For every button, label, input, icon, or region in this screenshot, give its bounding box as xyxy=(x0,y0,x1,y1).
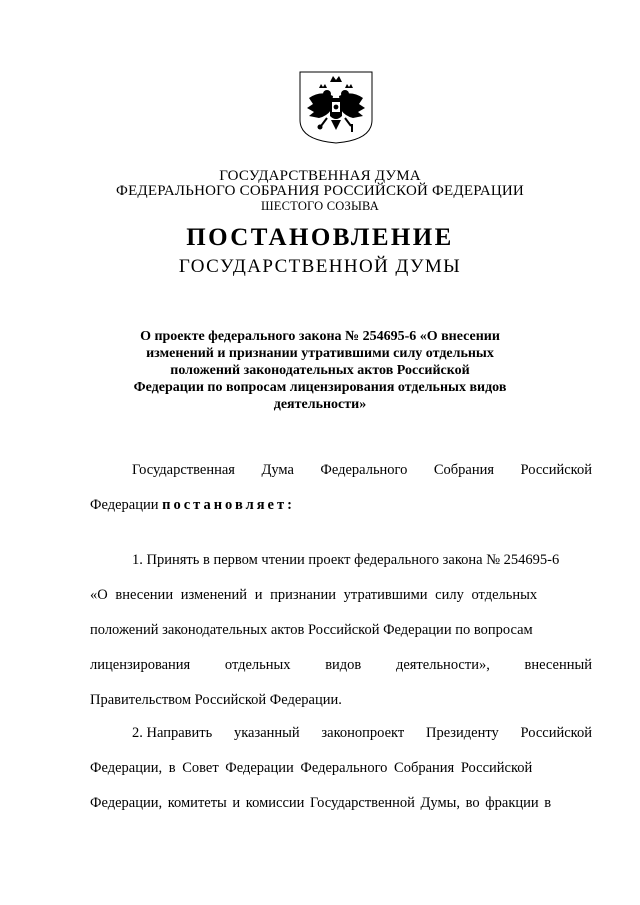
item-2-paragraph xyxy=(90,716,592,821)
item-line: 1. Принять в первом чтении проект федерального закона № 254695-6 xyxy=(132,552,560,568)
document-subtitle: ГОСУДАРСТВЕННОЙ ДУМЫ xyxy=(178,256,462,277)
word: лицензирования xyxy=(90,657,191,673)
header-line-convocation: ШЕСТОГО СОЗЫВА xyxy=(260,199,380,213)
word: внесенный xyxy=(524,657,592,673)
preamble-line xyxy=(90,488,592,523)
word: Российской xyxy=(520,725,592,741)
document-title: ПОСТАНОВЛЕНИЕ xyxy=(186,224,454,251)
item-line: Федерации, комитеты и комиссии Государственной Думы, во фракции в xyxy=(90,795,552,811)
subject-line: Федерации по вопросам лицензирования отдельных видов xyxy=(133,380,507,395)
word: отдельных xyxy=(224,657,291,673)
word: Государственная xyxy=(132,462,235,478)
header-line-duma: ГОСУДАРСТВЕННАЯ ДУМА xyxy=(219,168,421,184)
word: видов xyxy=(325,657,362,673)
word: Федерального xyxy=(320,462,408,478)
subject-line: положений законодательных актов Российской xyxy=(170,363,470,378)
word: деятельности», xyxy=(395,657,490,673)
word: законопроект xyxy=(321,725,405,741)
item-line xyxy=(90,648,592,683)
item-line: положений законодательных актов Российской Федерации по вопросам xyxy=(90,622,533,638)
word: Российской xyxy=(520,462,592,478)
preamble-paragraph xyxy=(90,453,592,523)
item-line xyxy=(90,716,592,751)
subject-line: изменений и признании утратившими силу отдельных xyxy=(146,346,494,361)
russian-coat-of-arms-icon xyxy=(297,70,375,144)
word: 2. Направить xyxy=(132,725,213,741)
item-1-paragraph xyxy=(90,543,592,718)
item-line: «О внесении изменений и признании утратившими силу отдельных xyxy=(90,587,538,603)
document-subject xyxy=(120,328,520,413)
state-emblem xyxy=(297,70,375,144)
header-line-federal-assembly: ФЕДЕРАЛЬНОГО СОБРАНИЯ РОССИЙСКОЙ ФЕДЕРАЦИИ xyxy=(116,183,524,199)
word: Президенту xyxy=(425,725,499,741)
word: указанный xyxy=(233,725,300,741)
word: Федерации xyxy=(90,497,159,513)
word: Собрания xyxy=(433,462,495,478)
word: Дума xyxy=(261,462,294,478)
decree-word: постановляет: xyxy=(162,497,295,513)
subject-line: деятельности» xyxy=(273,397,367,412)
subject-line: О проекте федерального закона № 254695-6 «О внесении xyxy=(140,329,500,344)
item-line: Правительством Российской Федерации. xyxy=(90,692,342,708)
item-line: Федерации, в Совет Федерации Федерального Собрания Российской xyxy=(90,760,533,776)
preamble-line xyxy=(90,453,592,488)
